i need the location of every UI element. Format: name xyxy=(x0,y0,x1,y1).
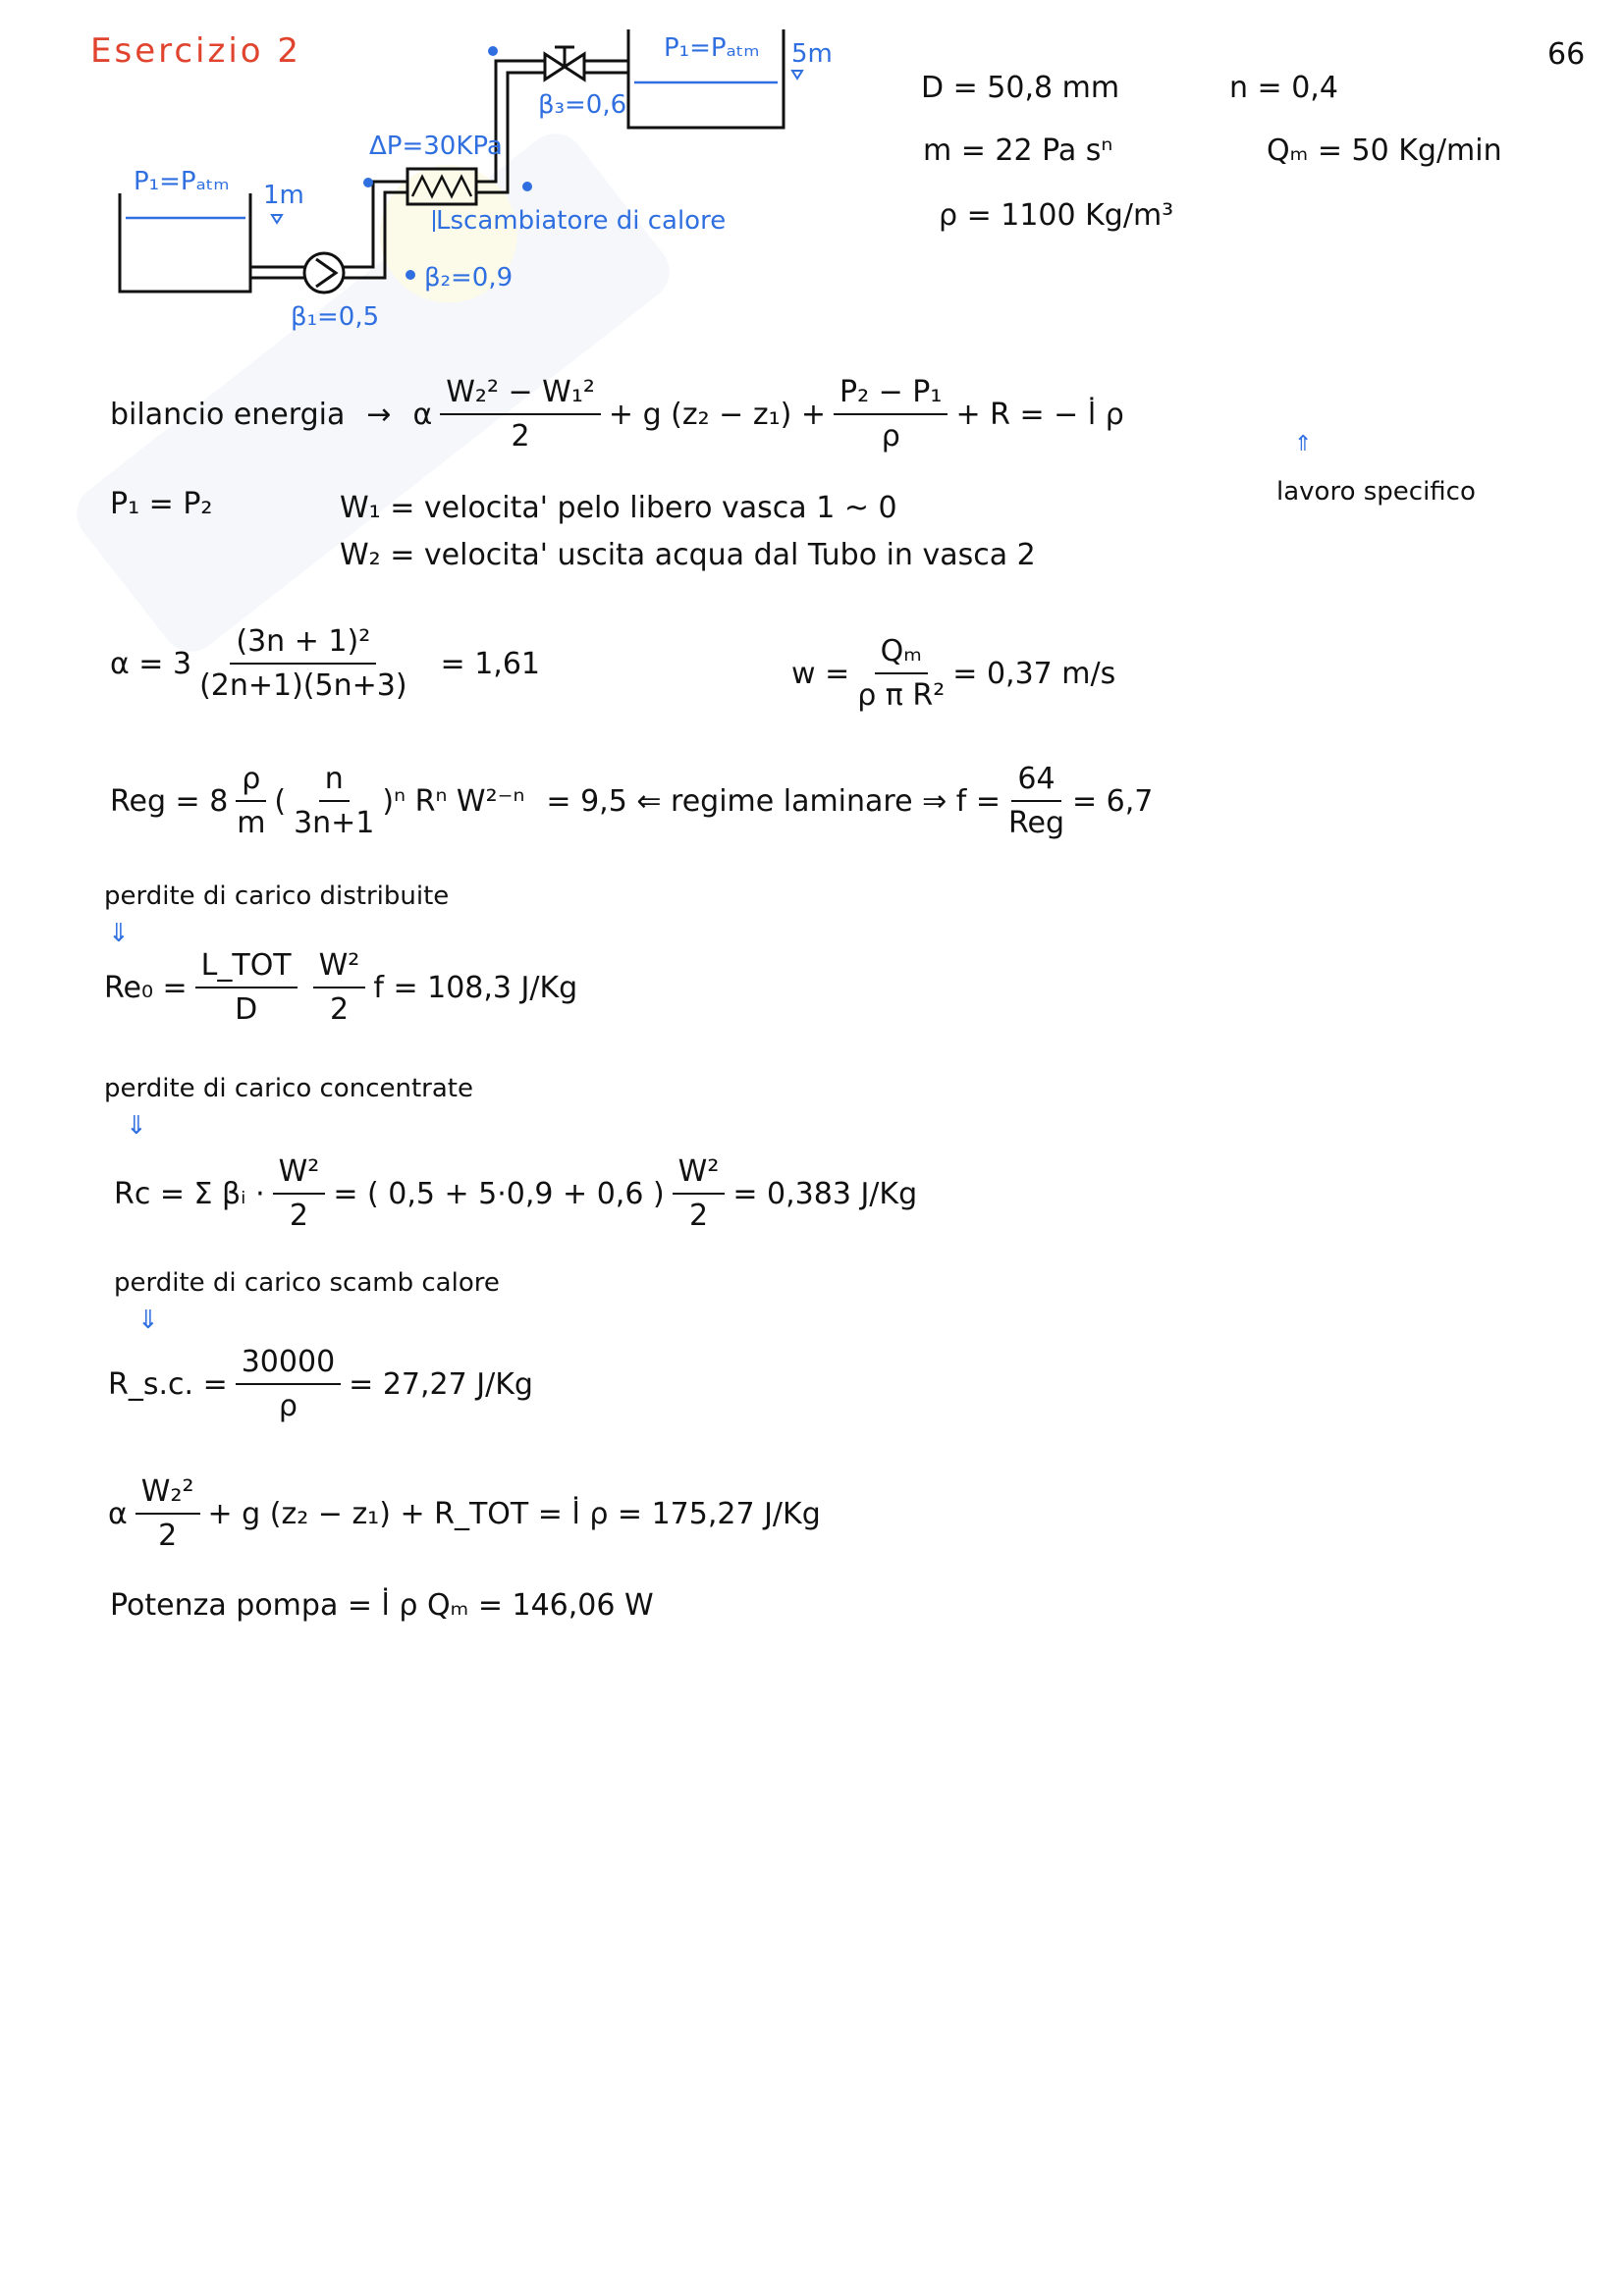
distributed-equation xyxy=(104,948,577,1027)
total-equation xyxy=(108,1474,821,1553)
concentrated-result: = 0,383 J/Kg xyxy=(732,1176,918,1211)
distributed-label: perdite di carico distribuite xyxy=(104,881,450,911)
distributed-num2: W² xyxy=(313,948,366,988)
exchanger-arrow-icon: ⇓ xyxy=(137,1306,159,1335)
pump-power: Potenza pompa = l̇ ρ Qₘ = 146,06 W xyxy=(110,1588,654,1623)
total-den: 2 xyxy=(158,1519,178,1553)
concentrated-num1: W² xyxy=(273,1154,326,1195)
w-den: ρ π R² xyxy=(857,678,946,713)
energy-num2: P₂ − P₁ xyxy=(834,375,947,415)
total-num: W₂² xyxy=(135,1474,200,1515)
beta-3-label: β₃=0,6 xyxy=(538,90,627,120)
energy-den2: ρ xyxy=(881,419,900,454)
energy-label: bilancio energia xyxy=(110,397,346,432)
beta-2-label: β₂=0,9 xyxy=(424,263,514,293)
alpha-num: (3n + 1)² xyxy=(230,624,376,665)
tank-2-pressure-label: P₁=Pₐₜₘ xyxy=(664,33,760,63)
reynolds-equation: Reg = 8 $\frac{\rho}{m}$ ( $\frac{n}{3n+1}$ ) ⁿ Rⁿ W²⁻ⁿ = 9,5 ⇐ regime laminare ⇒ f = $\frac{64}{\text{Reg}}$ = 6,7 xyxy=(110,762,1154,840)
concentrated-den2: 2 xyxy=(688,1199,709,1233)
data-diameter: D = 50,8 mm xyxy=(921,71,1120,105)
reg-f1-num: ρ xyxy=(236,762,266,802)
data-n: n = 0,4 xyxy=(1229,71,1338,105)
w-num: Qₘ xyxy=(875,634,928,674)
distributed-den1: D xyxy=(235,992,258,1027)
reg-lhs: Reg = 8 xyxy=(110,783,229,819)
alpha-result: = 1,61 xyxy=(440,646,541,681)
beta-1-label: β₁=0,5 xyxy=(291,302,380,332)
w-lhs: w = xyxy=(791,656,850,691)
energy-arrow: → xyxy=(366,397,392,432)
distributed-den2: 2 xyxy=(329,992,350,1027)
energy-alpha: α xyxy=(412,397,433,432)
concentrated-lhs: Rc = Σ βᵢ · xyxy=(114,1176,265,1211)
reg-rest: ⁿ Rⁿ W²⁻ⁿ xyxy=(394,783,525,819)
f-result: = 6,7 xyxy=(1072,783,1154,819)
reg-result: = 9,5 ⇐ regime laminare ⇒ f = xyxy=(546,783,1001,819)
exchanger-result: = 27,27 J/Kg xyxy=(349,1366,533,1402)
exchanger-equation xyxy=(108,1345,533,1423)
alpha-den: (2n+1)(5n+3) xyxy=(199,668,407,703)
concentrated-den1: 2 xyxy=(289,1199,309,1233)
pressure-equality: P₁ = P₂ xyxy=(110,487,213,521)
exchanger-den: ρ xyxy=(278,1389,298,1423)
lavoro-arrow-icon: ⇑ xyxy=(1294,432,1313,456)
concentrated-arrow-icon: ⇓ xyxy=(126,1111,147,1141)
reg-f2-num: n xyxy=(319,762,350,802)
tank-1-height-label: 1m xyxy=(263,181,304,210)
data-mass-flow: Qₘ = 50 Kg/min xyxy=(1267,133,1502,168)
distributed-arrow-icon: ⇓ xyxy=(108,919,130,948)
concentrated-num2: W² xyxy=(673,1154,726,1195)
delta-p-label: ΔP=30KPa xyxy=(369,132,503,161)
energy-balance-equation xyxy=(110,375,1124,454)
energy-den1: 2 xyxy=(511,419,530,454)
w-result: = 0,37 m/s xyxy=(952,656,1116,691)
tank-2-height-label: 5m xyxy=(791,39,833,69)
tank-1 xyxy=(120,193,250,292)
f-num: 64 xyxy=(1011,762,1060,802)
lavoro-label: lavoro specifico xyxy=(1276,477,1476,507)
distributed-num1: L_TOT xyxy=(195,948,298,988)
exchanger-label: Lscambiatore di calore xyxy=(436,206,727,236)
total-rest: + g (z₂ − z₁) + R_TOT = l̇ ρ = 175,27 J/Kg xyxy=(207,1496,821,1531)
exchanger-num: 30000 xyxy=(236,1345,341,1385)
alpha-equation xyxy=(110,624,540,703)
distributed-result: f = 108,3 J/Kg xyxy=(373,970,578,1005)
exercise-title: Esercizio 2 xyxy=(90,31,302,71)
energy-rest: + R = − l̇ ρ xyxy=(955,397,1124,432)
distributed-lhs: Re₀ = xyxy=(104,970,188,1005)
reg-f1-den: m xyxy=(237,806,266,840)
data-density: ρ = 1100 Kg/m³ xyxy=(939,198,1174,233)
reg-f2-den: 3n+1 xyxy=(294,806,375,840)
alpha-lhs: α = 3 xyxy=(110,646,192,681)
velocity-equation xyxy=(791,634,1115,713)
concentrated-mid: = ( 0,5 + 5·0,9 + 0,6 ) xyxy=(333,1176,665,1211)
concentrated-equation xyxy=(114,1154,917,1233)
energy-num1: W₂² − W₁² xyxy=(440,375,601,415)
total-alpha: α xyxy=(108,1496,128,1531)
w2-note: W₂ = velocita' uscita acqua dal Tubo in vasca 2 xyxy=(340,538,1036,572)
f-den: Reg xyxy=(1008,806,1064,840)
concentrated-label: perdite di carico concentrate xyxy=(104,1074,473,1103)
page-number: 66 xyxy=(1547,37,1586,72)
exchanger-lhs: R_s.c. = xyxy=(108,1366,228,1402)
w1-note: W₁ = velocita' pelo libero vasca 1 ~ 0 xyxy=(340,491,897,525)
data-m: m = 22 Pa sⁿ xyxy=(923,133,1113,168)
exchanger-losses-label: perdite di carico scamb calore xyxy=(114,1268,500,1298)
energy-g-term: + g (z₂ − z₁) + xyxy=(608,397,826,432)
tank-1-pressure-label: P₁=Pₐₜₘ xyxy=(134,167,230,196)
